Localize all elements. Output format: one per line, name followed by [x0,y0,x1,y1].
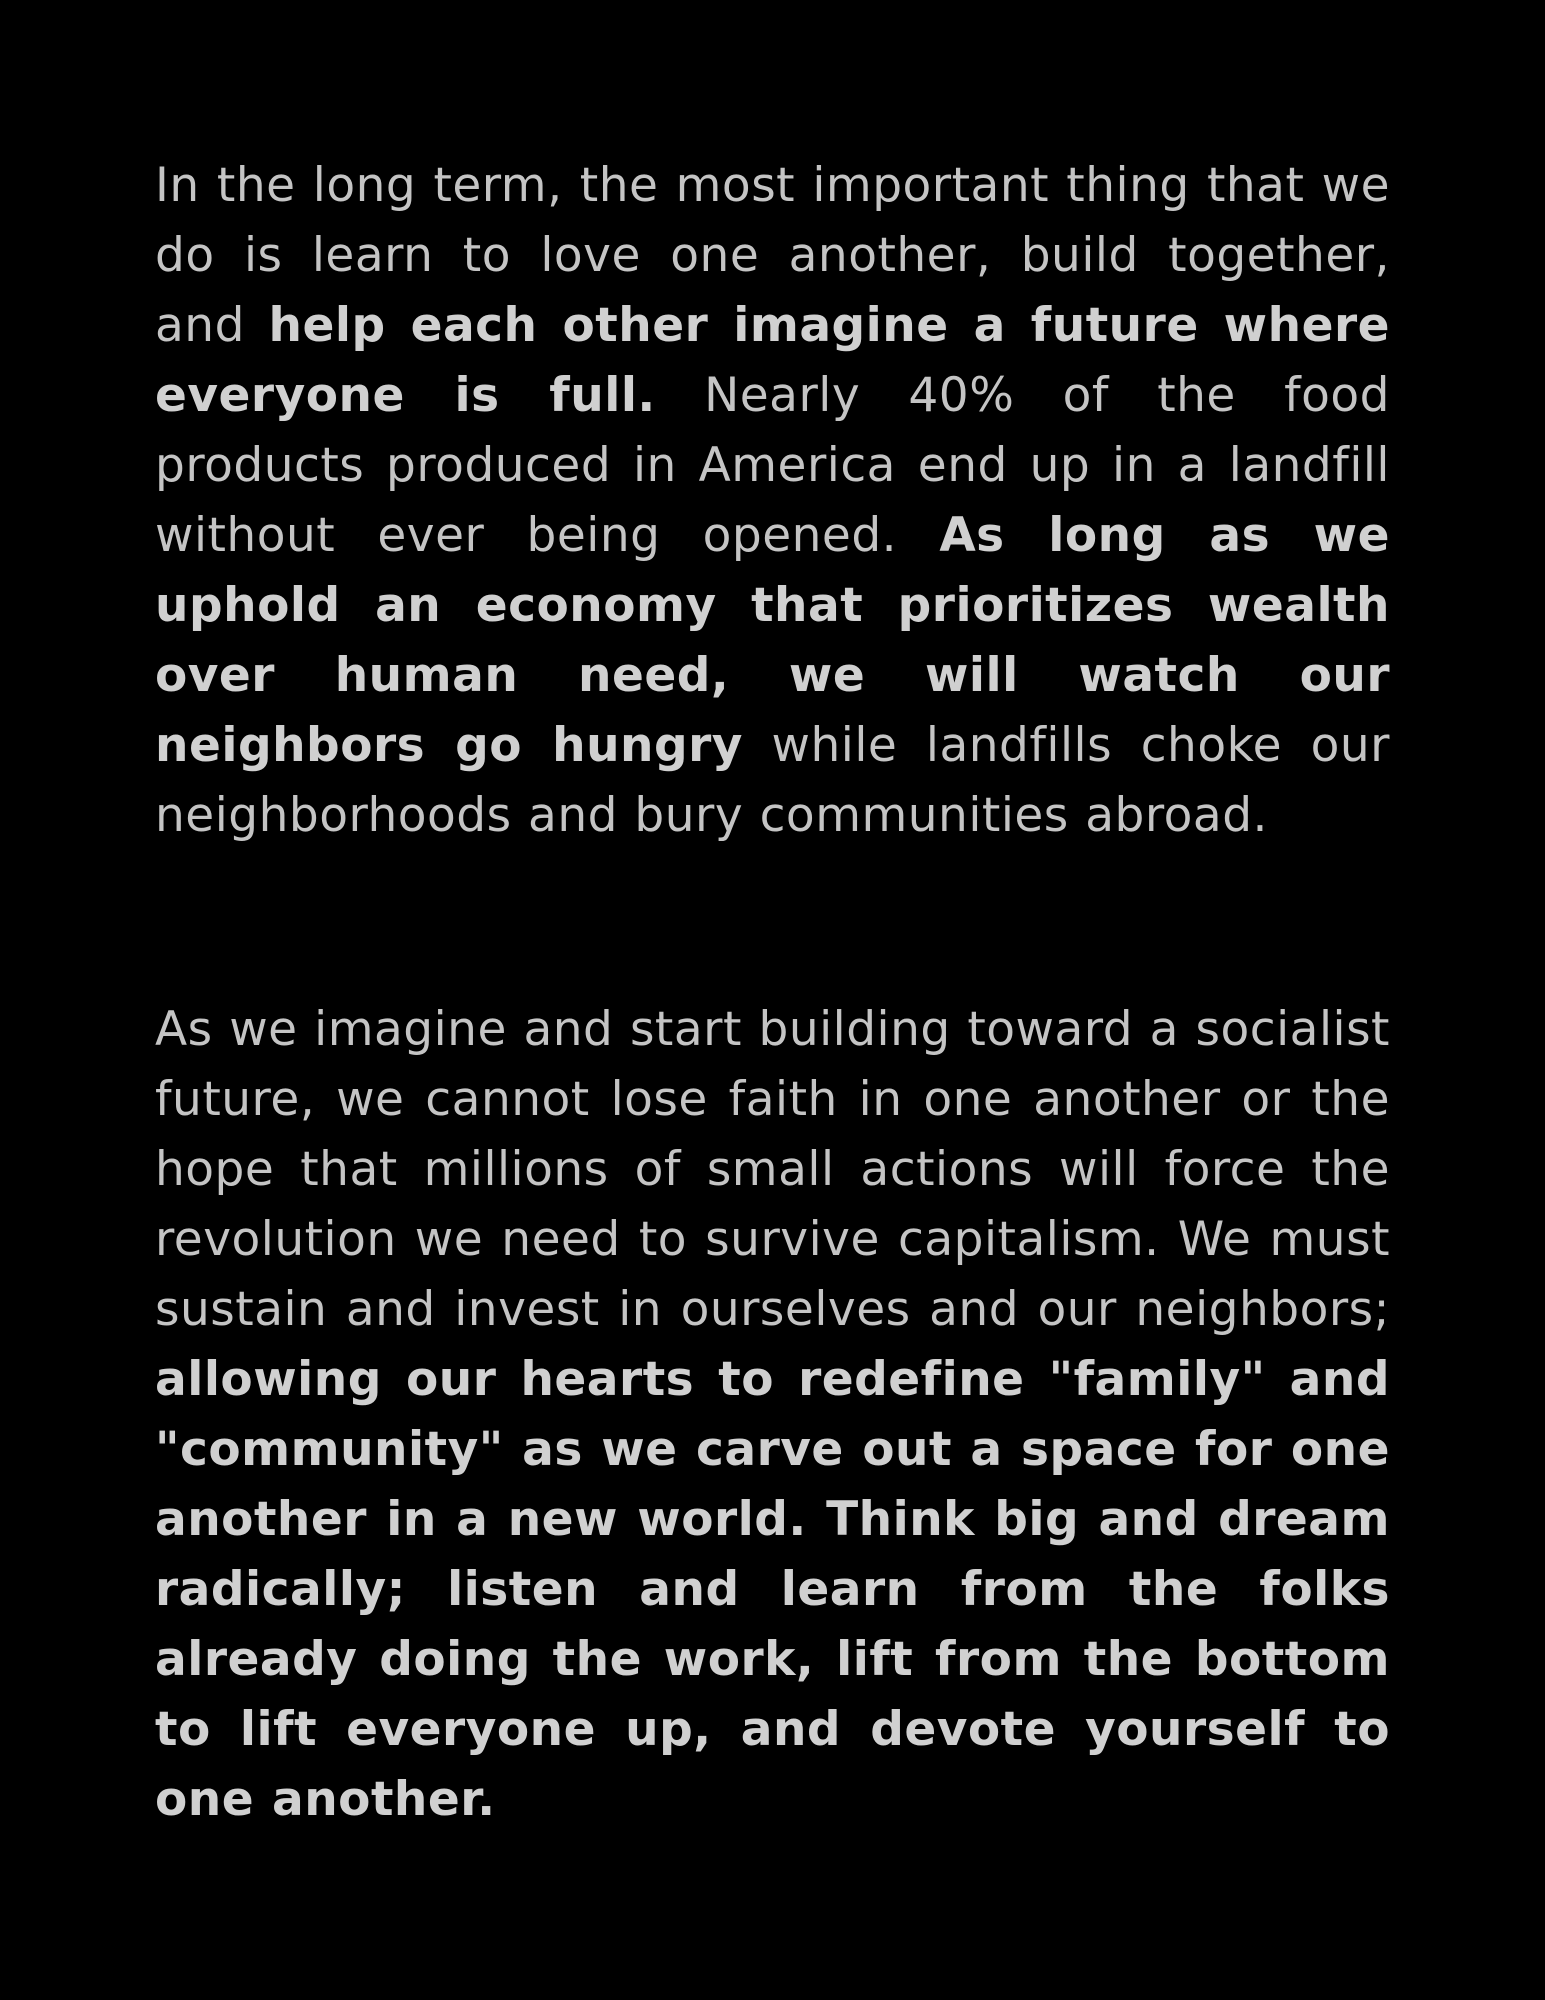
paragraph-2-segment-1: As we imagine and start building toward a socialist future, we cannot lose faith in one another or the hope that millions of small actions will force the revolution we need to survive capitalism. We must sustain and invest in ourselves and our neighbors; [155,1002,1390,1337]
paragraph-2 [155,995,1390,1835]
paragraph-1-segment-5: while landfills choke our neighborhoods and bury communities abroad. [155,718,1390,843]
paragraph-1-segment-2: help each other imagine a future where everyone is full. [155,298,1390,423]
paragraph-1-segment-3: Nearly 40% of the food products produced in America end up in a landfill without ever being opened. [155,368,1390,563]
paragraph-1-segment-1: In the long term, the most important thing that we do is learn to love one another, build together, and [155,158,1390,353]
paragraph-1 [155,151,1390,851]
paragraph-2-segment-2: allowing our hearts to redefine "family" and "community" as we carve out a space for one another in a new world. Think big and dream radically; listen and learn from the folks already doing the work, lift from the bottom to lift everyone up, and devote yourself to one another. [155,1352,1390,1827]
paragraph-1-segment-4: As long as we uphold an economy that prioritizes wealth over human need, we will watch our neighbors go hungry [155,508,1390,773]
